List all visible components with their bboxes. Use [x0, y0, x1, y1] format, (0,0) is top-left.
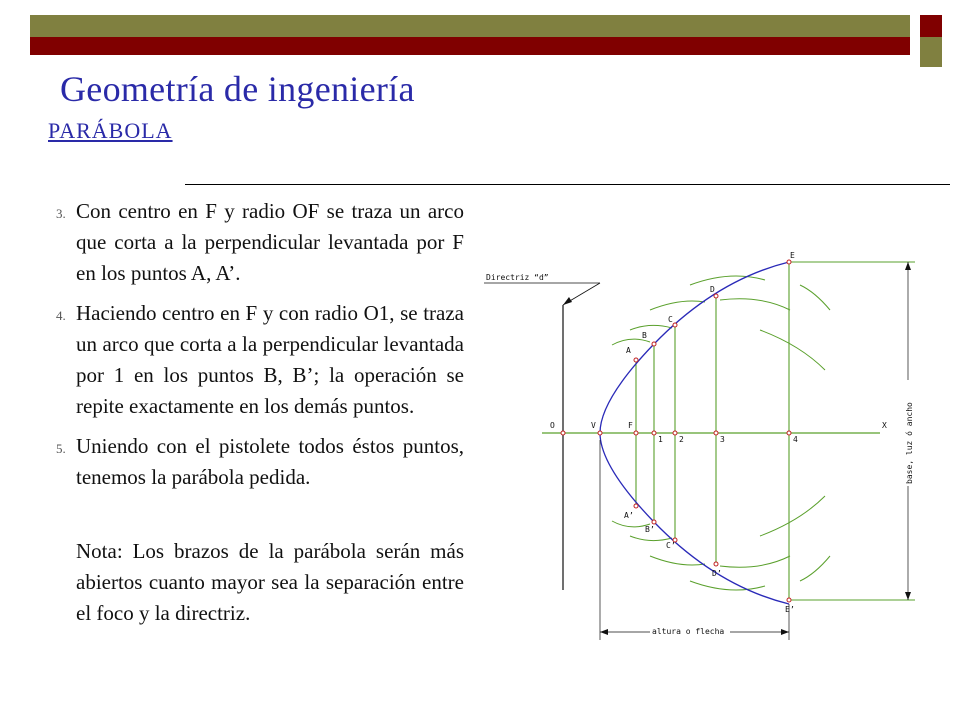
header-bar-maroon: [30, 37, 910, 55]
label-3: 3: [720, 435, 725, 444]
label-D: D: [710, 285, 715, 294]
label-A-prime: A’: [624, 511, 634, 520]
base-label: base, luz ó ancho: [905, 402, 914, 484]
step-item: [56, 298, 464, 422]
step-item: [56, 431, 464, 493]
directrix: [484, 273, 600, 590]
label-F: F: [628, 421, 633, 430]
step-number: 3.: [56, 206, 66, 221]
step-text: Uniendo con el pistolete todos éstos puntos, tenemos la parábola pedida.: [76, 434, 464, 489]
step-item: [56, 196, 464, 289]
extension-lines: [789, 262, 915, 600]
label-X: X: [882, 421, 887, 430]
slide-title: Geometría de ingeniería: [60, 69, 415, 109]
header-bar-olive: [30, 15, 910, 37]
label-E-prime: E’: [785, 605, 795, 614]
label-V: V: [591, 421, 596, 430]
step-number: 4.: [56, 308, 66, 323]
label-C-prime: C’: [666, 541, 676, 550]
label-C: C: [668, 315, 673, 324]
label-O: O: [550, 421, 555, 430]
label-E: E: [790, 251, 795, 260]
label-B: B: [642, 331, 647, 340]
construction-points: [561, 260, 791, 602]
label-4: 4: [793, 435, 798, 444]
label-2: 2: [679, 435, 684, 444]
divider-line: [185, 184, 950, 185]
directrix-label: Directriz “d”: [486, 273, 549, 282]
label-A: A: [626, 346, 631, 355]
step-text: Con centro en F y radio OF se traza un arco que corta a la perpendicular levantada por F en los puntos A, A’.: [76, 199, 464, 285]
base-dimension: [903, 262, 914, 600]
height-label: altura o flecha: [652, 627, 725, 636]
step-text: Haciendo centro en F y con radio O1, se traza un arco que corta a la perpendicular levantada por 1 en los puntos B, B’; la operación se repite exactamente en los demás puntos.: [76, 301, 464, 418]
label-D-prime: D’: [712, 569, 722, 578]
label-1: 1: [658, 435, 663, 444]
steps-list: [56, 196, 464, 502]
slide-subtitle: PARÁBOLA: [48, 118, 173, 143]
label-B-prime: B’: [645, 525, 655, 534]
height-dimension: [600, 440, 789, 640]
corner-square-olive: [920, 37, 942, 67]
corner-square-red: [920, 15, 942, 37]
step-number: 5.: [56, 441, 66, 456]
note-text: Nota: Los brazos de la parábola serán más abiertos cuanto mayor sea la separación entre el foco y la directriz.: [76, 539, 464, 625]
perpendiculars: [636, 262, 789, 600]
parabola-diagram: [480, 240, 940, 650]
